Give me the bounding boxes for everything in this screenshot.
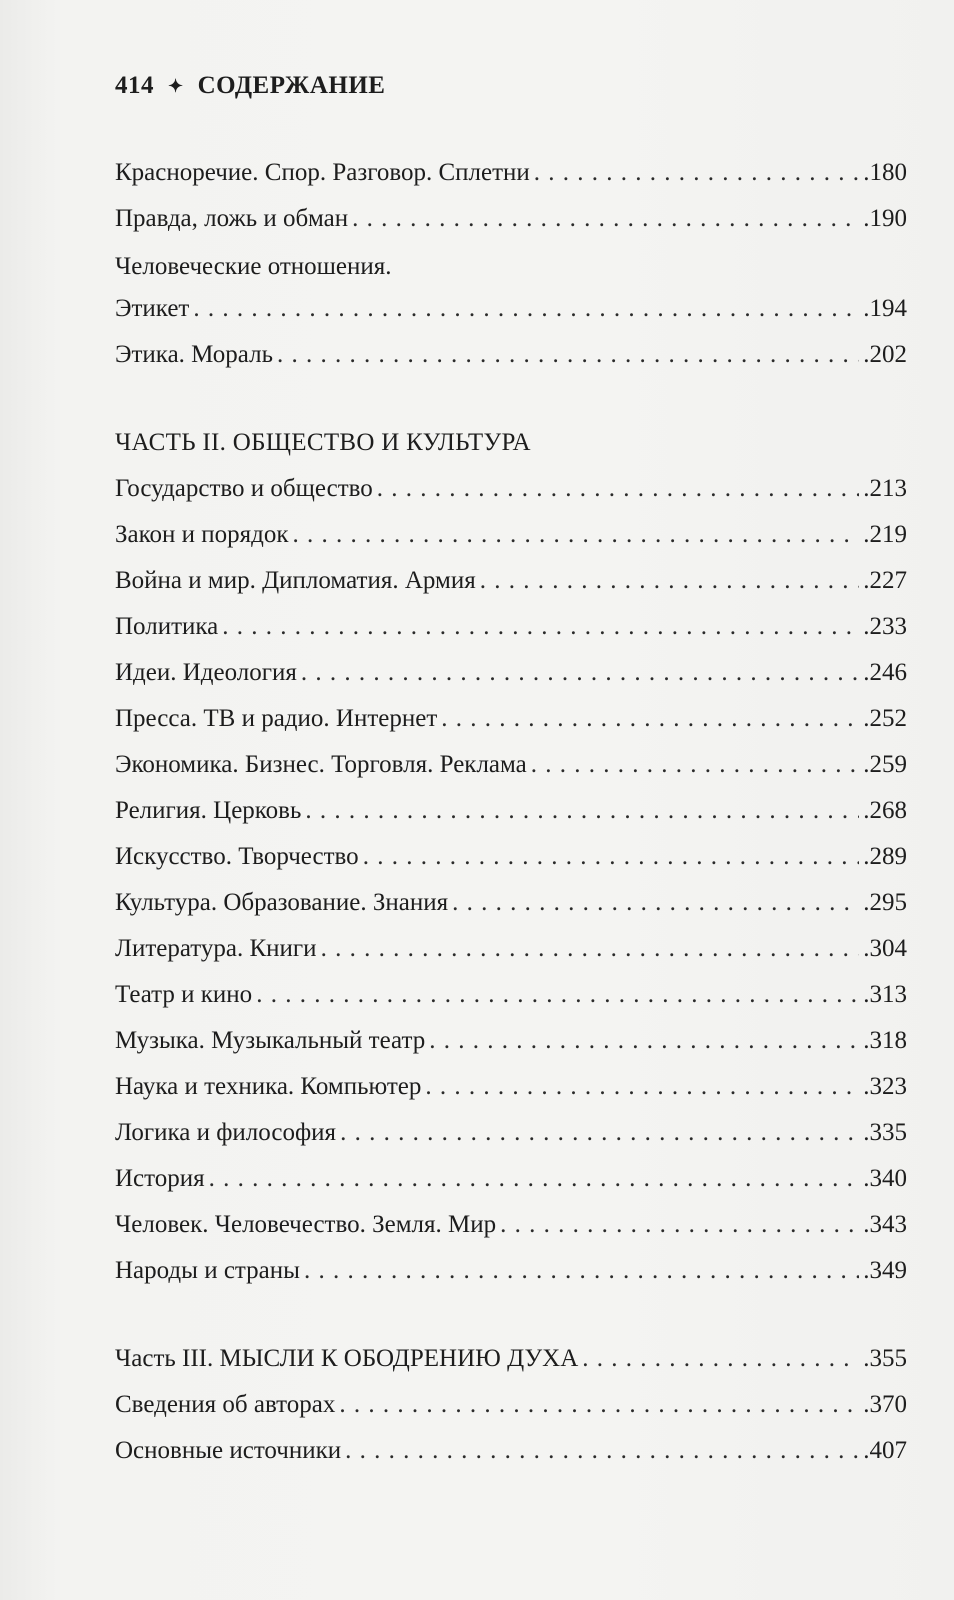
toc-entry-page: .304 xyxy=(863,935,907,962)
dot-leader xyxy=(425,1064,859,1110)
dot-leader xyxy=(222,604,859,650)
dot-leader xyxy=(452,880,859,926)
toc-entry-page: .407 xyxy=(863,1437,907,1464)
toc-entry-page: .313 xyxy=(863,981,907,1008)
toc-entry-title: Красноречие. Спор. Разговор. Сплетни xyxy=(115,159,530,186)
toc-entry-page: .343 xyxy=(863,1211,907,1238)
dot-leader xyxy=(293,512,860,558)
dot-leader xyxy=(193,286,859,332)
toc-entry-title: Правда, ложь и обман xyxy=(115,205,349,232)
toc-entry xyxy=(115,742,907,788)
dot-leader xyxy=(340,1110,859,1156)
page-number: 414 xyxy=(115,72,154,99)
toc-entry-page: .259 xyxy=(863,751,907,778)
toc-entry-title: Этика. Мораль xyxy=(115,341,273,368)
toc-entry-page: .213 xyxy=(863,475,907,502)
toc-entry-page: .318 xyxy=(863,1027,907,1054)
toc-entry xyxy=(115,880,907,926)
toc-entry-page: .340 xyxy=(863,1165,907,1192)
toc-entry xyxy=(115,196,907,242)
toc-entry-title: Политика xyxy=(115,613,219,640)
toc-entry xyxy=(115,834,907,880)
dot-leader xyxy=(363,834,860,880)
toc-entry-page: .289 xyxy=(863,843,907,870)
dot-leader xyxy=(531,742,859,788)
toc-entry-title: Основные источники xyxy=(115,1437,342,1464)
table-of-contents xyxy=(115,150,907,1474)
dot-leader xyxy=(534,150,859,196)
toc-entry-title: Искусство. Творчество xyxy=(115,843,359,870)
dot-leader xyxy=(321,926,860,972)
dot-leader xyxy=(209,1156,860,1202)
dot-leader xyxy=(500,1202,859,1248)
toc-entry-title: История xyxy=(115,1165,205,1192)
toc-entry-title: Культура. Образование. Знания xyxy=(115,889,449,916)
toc-entry xyxy=(115,1156,907,1202)
toc-entry xyxy=(115,1018,907,1064)
toc-entry xyxy=(115,558,907,604)
toc-entry xyxy=(115,286,907,332)
toc-entry-title: Закон и порядок xyxy=(115,521,289,548)
toc-entry xyxy=(115,604,907,650)
toc-entry-title: Идеи. Идеология xyxy=(115,659,297,686)
toc-entry-title: Театр и кино xyxy=(115,981,253,1008)
toc-entry-title: Сведения об авторах xyxy=(115,1391,336,1418)
dot-leader xyxy=(304,1248,859,1294)
running-head xyxy=(115,72,385,100)
part-heading: ЧАСТЬ II. ОБЩЕСТВО И КУЛЬТУРА xyxy=(115,429,531,456)
toc-entry-page: .227 xyxy=(863,567,907,594)
toc-entry xyxy=(115,926,907,972)
toc-entry xyxy=(115,1382,907,1428)
running-title: СОДЕРЖАНИЕ xyxy=(197,72,386,99)
dot-leader xyxy=(305,788,859,834)
toc-entry xyxy=(115,1336,907,1382)
toc-entry xyxy=(115,788,907,834)
toc-entry xyxy=(115,696,907,742)
dot-leader xyxy=(277,332,859,378)
toc-entry-title: Пресса. ТВ и радио. Интернет xyxy=(115,705,438,732)
toc-entry-page: .355 xyxy=(863,1345,907,1372)
dot-leader xyxy=(256,972,859,1018)
toc-entry xyxy=(115,150,907,196)
dot-leader xyxy=(377,466,859,512)
toc-entry xyxy=(115,1202,907,1248)
dot-leader xyxy=(582,1336,859,1382)
toc-entry-page: .194 xyxy=(863,295,907,322)
dot-leader xyxy=(441,696,859,742)
toc-entry-page: .295 xyxy=(863,889,907,916)
toc-entry xyxy=(115,1110,907,1156)
toc-entry-page: .190 xyxy=(863,205,907,232)
toc-entry xyxy=(115,972,907,1018)
toc-entry xyxy=(115,466,907,512)
toc-entry-page: .335 xyxy=(863,1119,907,1146)
toc-entry-page: .349 xyxy=(863,1257,907,1284)
section-gap xyxy=(115,1294,907,1336)
toc-entry xyxy=(115,1064,907,1110)
toc-entry-page: .246 xyxy=(863,659,907,686)
toc-entry-page: .219 xyxy=(863,521,907,548)
toc-entry-page: .268 xyxy=(863,797,907,824)
toc-entry-title: Государство и общество xyxy=(115,475,373,502)
toc-entry-page: .323 xyxy=(863,1073,907,1100)
toc-entry xyxy=(115,332,907,378)
dot-leader xyxy=(345,1428,859,1474)
toc-entry-title: Этикет xyxy=(115,295,190,322)
toc-entry-title: Война и мир. Дипломатия. Армия xyxy=(115,567,476,594)
toc-entry-title: Народы и страны xyxy=(115,1257,300,1284)
dot-leader xyxy=(429,1018,859,1064)
section-gap xyxy=(115,378,907,420)
toc-entry-title: Экономика. Бизнес. Торговля. Реклама xyxy=(115,751,527,778)
toc-entry xyxy=(115,650,907,696)
toc-entry-multiline xyxy=(115,248,907,332)
toc-entry-title: Музыка. Музыкальный театр xyxy=(115,1027,426,1054)
toc-entry xyxy=(115,1248,907,1294)
toc-entry xyxy=(115,1428,907,1474)
toc-entry-page: .370 xyxy=(863,1391,907,1418)
dot-leader xyxy=(480,558,860,604)
toc-entry-title: Литература. Книги xyxy=(115,935,317,962)
toc-entry-title: Религия. Церковь xyxy=(115,797,302,824)
dot-leader xyxy=(301,650,859,696)
toc-entry-title: Логика и философия xyxy=(115,1119,337,1146)
toc-entry-page: .252 xyxy=(863,705,907,732)
dot-leader xyxy=(339,1382,859,1428)
toc-entry-title: Человек. Человечество. Земля. Мир xyxy=(115,1211,497,1238)
ornament-icon: ✦ xyxy=(168,75,184,96)
toc-entry-page: .180 xyxy=(863,159,907,186)
toc-entry-title: Наука и техника. Компьютер xyxy=(115,1073,422,1100)
toc-entry-title-line1: Человеческие отношения. xyxy=(115,253,392,280)
dot-leader xyxy=(352,196,859,242)
toc-entry-page: .233 xyxy=(863,613,907,640)
toc-entry-title: Часть III. МЫСЛИ К ОБОДРЕНИЮ ДУХА xyxy=(115,1345,579,1372)
toc-entry-page: .202 xyxy=(863,341,907,368)
toc-entry xyxy=(115,512,907,558)
part3-entries xyxy=(115,1336,907,1474)
part2-entries xyxy=(115,466,907,1294)
